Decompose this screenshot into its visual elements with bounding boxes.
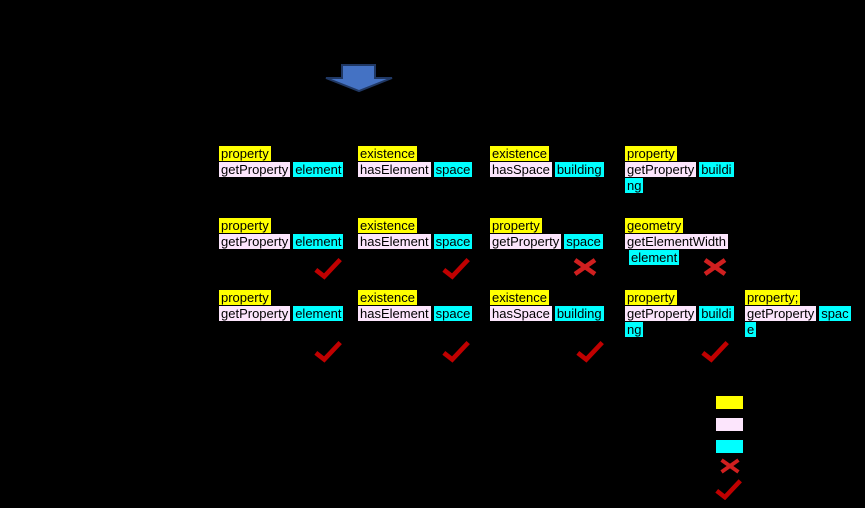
- result-mark: [313, 256, 343, 280]
- query-item: [625, 218, 750, 266]
- argument-label: element: [295, 162, 342, 177]
- function-label: getProperty: [221, 234, 289, 249]
- query-item: [219, 290, 344, 322]
- argument-overflow-label: e: [747, 322, 755, 337]
- query-item: [358, 218, 483, 250]
- category-label: property: [492, 218, 540, 233]
- argument-label: buildi: [701, 162, 732, 177]
- function-label: getProperty: [221, 306, 289, 321]
- argument-label: spac: [821, 306, 849, 321]
- function-label: getProperty: [627, 306, 695, 321]
- query-item: [358, 290, 483, 322]
- argument-label: space: [435, 306, 471, 321]
- result-mark: [313, 339, 343, 363]
- category-label: property: [627, 146, 675, 161]
- category-label: existence: [360, 218, 415, 233]
- function-label: hasElement: [360, 162, 429, 177]
- category-label: existence: [492, 290, 547, 305]
- result-mark: [702, 257, 728, 277]
- argument-label: building: [556, 306, 602, 321]
- argument-overflow-label: ng: [627, 178, 642, 193]
- function-label: getProperty: [627, 162, 695, 177]
- query-item: [358, 146, 483, 178]
- category-label: existence: [360, 290, 415, 305]
- function-label: hasSpace: [492, 306, 550, 321]
- argument-label: element: [295, 234, 342, 249]
- result-mark: [575, 339, 605, 363]
- query-item: [490, 218, 615, 250]
- legend-cross-icon: [719, 457, 741, 475]
- query-item: [490, 290, 615, 322]
- category-label: existence: [492, 146, 547, 161]
- query-item: [745, 290, 865, 338]
- function-label: getProperty: [747, 306, 815, 321]
- category-label: property: [221, 218, 269, 233]
- argument-label: space: [435, 234, 471, 249]
- argument-label: element: [295, 306, 342, 321]
- query-item: [490, 146, 615, 178]
- function-label: hasElement: [360, 306, 429, 321]
- query-item: [219, 218, 344, 250]
- argument-label: building: [556, 162, 602, 177]
- argument-overflow-label: element: [631, 250, 678, 265]
- legend-check-icon: [714, 478, 743, 500]
- argument-label: space: [435, 162, 471, 177]
- category-label: property;: [747, 290, 799, 305]
- argument-overflow-label: ng: [627, 322, 642, 337]
- query-item: [625, 290, 750, 338]
- argument-label: space: [566, 234, 601, 249]
- category-label: existence: [360, 146, 415, 161]
- legend-swatch-argument: [716, 440, 743, 453]
- function-label: getElementWidth: [627, 234, 726, 249]
- result-mark: [572, 257, 598, 277]
- down-arrow-icon: [322, 62, 396, 94]
- function-label: getProperty: [221, 162, 289, 177]
- function-label: hasSpace: [492, 162, 550, 177]
- query-item: [625, 146, 750, 194]
- legend-swatch-category: [716, 396, 743, 409]
- legend-swatch-function: [716, 418, 743, 431]
- argument-label: buildi: [701, 306, 732, 321]
- category-label: property: [221, 146, 269, 161]
- category-label: geometry: [627, 218, 682, 233]
- category-label: property: [221, 290, 269, 305]
- function-label: getProperty: [492, 234, 560, 249]
- result-mark: [441, 256, 471, 280]
- result-mark: [441, 339, 471, 363]
- category-label: property: [627, 290, 675, 305]
- result-mark: [700, 339, 730, 363]
- query-item: [219, 146, 344, 178]
- function-label: hasElement: [360, 234, 429, 249]
